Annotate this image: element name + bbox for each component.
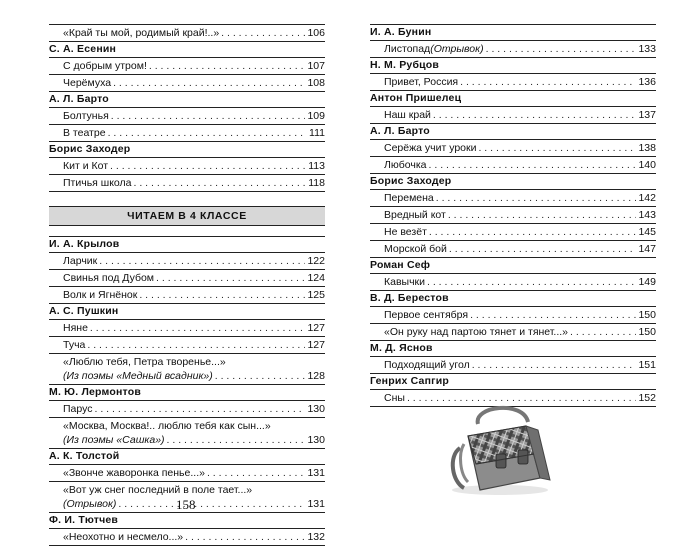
dot-leader: [433, 108, 636, 122]
toc-entry[interactable]: [49, 253, 325, 270]
toc-page-number: 106: [307, 27, 325, 39]
toc-page-number: 130: [307, 434, 325, 446]
dot-leader: [108, 126, 305, 140]
toc-entry-title: С добрым утром!: [63, 60, 147, 72]
toc-page-number: 118: [308, 177, 325, 189]
toc-entry-title: Сны: [384, 392, 405, 404]
toc-entry-title: «Люблю тебя, Петра творенье...»: [63, 356, 226, 368]
toc-entry-title: Болтунья: [63, 110, 109, 122]
dot-leader: [478, 141, 636, 155]
toc-entry-title: Ларчик: [63, 255, 98, 267]
toc-page-number: 136: [638, 76, 656, 88]
toc-entry[interactable]: [370, 241, 656, 258]
toc-page-number: 138: [638, 142, 656, 154]
toc-entry-title: Туча: [63, 339, 86, 351]
toc-page-number: 127: [307, 322, 325, 334]
dot-leader: [185, 530, 305, 544]
toc-entry[interactable]: [49, 529, 325, 546]
toc-author-heading: Ф. И. Тютчев: [49, 513, 325, 529]
toc-entry[interactable]: [49, 58, 325, 75]
toc-entry[interactable]: [49, 24, 325, 42]
dot-leader: [110, 159, 305, 173]
toc-page-number: 122: [307, 255, 325, 267]
toc-entry[interactable]: [49, 270, 325, 287]
dot-leader: [167, 433, 305, 447]
toc-entry[interactable]: [49, 320, 325, 337]
toc-entry-title: «Он руку над партою тянет и тянет...»: [384, 326, 569, 338]
toc-page-number: 127: [307, 339, 325, 351]
toc-entry[interactable]: [49, 287, 325, 304]
dot-leader: [449, 242, 636, 256]
toc-entry[interactable]: [370, 107, 656, 124]
toc-entry-title: Листопад: [384, 43, 431, 55]
toc-entry-title: (Отрывок): [63, 498, 117, 510]
toc-page-number: 111: [309, 127, 325, 139]
toc-page-number: 113: [308, 160, 325, 172]
toc-page-number: 151: [638, 359, 656, 371]
toc-author-heading: А. К. Толстой: [49, 449, 325, 465]
toc-entry[interactable]: [49, 418, 325, 449]
toc-entry-title: Птичья школа: [63, 177, 132, 189]
dot-leader: [95, 402, 306, 416]
toc-entry-title: Кавычки: [384, 276, 426, 288]
dot-leader: [486, 42, 636, 56]
dot-leader: [570, 325, 636, 339]
toc-page-number: 124: [307, 272, 325, 284]
toc-entry[interactable]: [49, 465, 325, 482]
dot-leader: [221, 26, 305, 40]
toc-page-number: 128: [307, 370, 325, 382]
toc-entry-title: Волк и Ягнёнок: [63, 289, 138, 301]
toc-right-list: [370, 24, 656, 407]
toc-entry-title: Кит и Кот: [63, 160, 109, 172]
toc-author-heading: М. Ю. Лермонтов: [49, 385, 325, 401]
toc-entry-title: «Вот уж снег последний в поле тает...»: [63, 484, 253, 496]
toc-page-number: 140: [638, 159, 656, 171]
toc-entry[interactable]: [49, 125, 325, 142]
toc-entry[interactable]: [370, 324, 656, 341]
dot-leader: [99, 254, 305, 268]
toc-page-number: 142: [638, 192, 656, 204]
toc-entry-title: «Край ты мой, родимый край!..»: [63, 27, 220, 39]
toc-entry[interactable]: [370, 357, 656, 374]
toc-author-heading: Генрих Сапгир: [370, 374, 656, 390]
toc-entry[interactable]: [49, 75, 325, 92]
toc-entry-title: Привет, Россия: [384, 76, 459, 88]
toc-page-number: 130: [307, 403, 325, 415]
dot-leader: [156, 271, 305, 285]
dot-leader: [448, 208, 636, 222]
toc-page-number: 107: [307, 60, 325, 72]
dot-leader: [427, 275, 636, 289]
section-heading: ЧИТАЕМ В 4 КЛАССЕ: [49, 206, 325, 226]
toc-page-number: 150: [638, 309, 656, 321]
dot-leader: [429, 158, 636, 172]
toc-page-number: 145: [638, 226, 656, 238]
dot-leader: [207, 466, 305, 480]
toc-page-number: 131: [307, 467, 325, 479]
toc-entry-title: «Звонче жаворонка пенье...»: [63, 467, 205, 479]
dot-leader: [149, 59, 305, 73]
page-number: 158: [176, 497, 196, 512]
toc-page-number: 149: [638, 276, 656, 288]
toc-entry-title: «Москва, Москва!.. люблю тебя как сын...»: [63, 420, 271, 432]
toc-page-number: 137: [638, 109, 656, 121]
dot-leader: [113, 76, 305, 90]
toc-author-heading: Н. М. Рубцов: [370, 58, 656, 74]
toc-page-number: 131: [307, 498, 325, 510]
toc-entry[interactable]: [49, 108, 325, 125]
toc-right-column: [370, 24, 656, 407]
toc-author-heading: А. Л. Барто: [370, 124, 656, 140]
toc-entry[interactable]: [370, 190, 656, 207]
toc-entry-title: В театре: [63, 127, 106, 139]
toc-page-number: 147: [638, 243, 656, 255]
toc-entry[interactable]: [370, 74, 656, 91]
dot-leader: [87, 338, 305, 352]
toc-entry-title: Наш край: [384, 109, 431, 121]
toc-author-heading: А. Л. Барто: [49, 92, 325, 108]
toc-author-heading: А. С. Пушкин: [49, 304, 325, 320]
dot-leader: [139, 288, 305, 302]
toc-page-number: 143: [638, 209, 656, 221]
toc-author-heading: В. Д. Берестов: [370, 291, 656, 307]
dot-leader: [215, 369, 305, 383]
toc-page-number: 109: [307, 110, 325, 122]
toc-author-heading: И. А. Бунин: [370, 24, 656, 41]
toc-entry[interactable]: [49, 158, 325, 175]
toc-page-number: 133: [638, 43, 656, 55]
toc-entry-title: (Из поэмы «Медный всадник»): [63, 370, 213, 382]
toc-entry-title: Свинья под Дубом: [63, 272, 155, 284]
toc-entry-title: Парус: [63, 403, 93, 415]
toc-entry[interactable]: [370, 307, 656, 324]
toc-entry-title: Черёмуха: [63, 77, 112, 89]
toc-page-number: 152: [638, 392, 656, 404]
toc-entry[interactable]: [370, 157, 656, 174]
toc-entry[interactable]: [49, 337, 325, 354]
toc-entry-title: Подходящий угол: [384, 359, 470, 371]
toc-entry[interactable]: [370, 207, 656, 224]
toc-entry-title: Морской бой: [384, 243, 447, 255]
dot-leader: [118, 497, 305, 511]
toc-entry-title: Перемена: [384, 192, 434, 204]
toc-page-number: 108: [307, 77, 325, 89]
toc-entry-title: (Из поэмы «Сашка»): [63, 434, 165, 446]
toc-entry-note: (Отрывок): [430, 43, 484, 55]
toc-entry[interactable]: [370, 140, 656, 157]
toc-entry[interactable]: [370, 274, 656, 291]
school-backpack-illustration: [438, 396, 564, 496]
dot-leader: [470, 308, 636, 322]
toc-author-heading: И. А. Крылов: [49, 236, 325, 253]
toc-entry[interactable]: [49, 175, 325, 192]
toc-entry-title: Серёжа учит уроки: [384, 142, 477, 154]
toc-page-number: 125: [307, 289, 325, 301]
toc-entry[interactable]: [49, 354, 325, 385]
toc-entry-title: Вредный кот: [384, 209, 446, 221]
toc-entry[interactable]: [370, 41, 656, 58]
dot-leader: [133, 176, 305, 190]
dot-leader: [90, 321, 305, 335]
toc-entry[interactable]: [370, 224, 656, 241]
toc-author-heading: Борис Заходер: [370, 174, 656, 190]
dot-leader: [111, 109, 305, 123]
toc-entry-title: Не везёт: [384, 226, 427, 238]
toc-page-number: 132: [307, 531, 325, 543]
toc-author-heading: С. А. Есенин: [49, 42, 325, 58]
toc-author-heading: Роман Сеф: [370, 258, 656, 274]
toc-entry-title: Няне: [63, 322, 88, 334]
dot-leader: [429, 225, 636, 239]
toc-entry-title: Любочка: [384, 159, 427, 171]
toc-page-number: 150: [638, 326, 656, 338]
toc-entry-title: Первое сентября: [384, 309, 469, 321]
toc-author-heading: М. Д. Яснов: [370, 341, 656, 357]
dot-leader: [472, 358, 636, 372]
dot-leader: [460, 75, 636, 89]
toc-author-heading: Антон Пришелец: [370, 91, 656, 107]
toc-entry[interactable]: [49, 401, 325, 418]
toc-entry-title: «Неохотно и несмело...»: [63, 531, 184, 543]
toc-left-column: [49, 24, 325, 546]
toc-author-heading: Борис Заходер: [49, 142, 325, 158]
dot-leader: [436, 191, 636, 205]
toc-left-top-list: [49, 24, 325, 192]
